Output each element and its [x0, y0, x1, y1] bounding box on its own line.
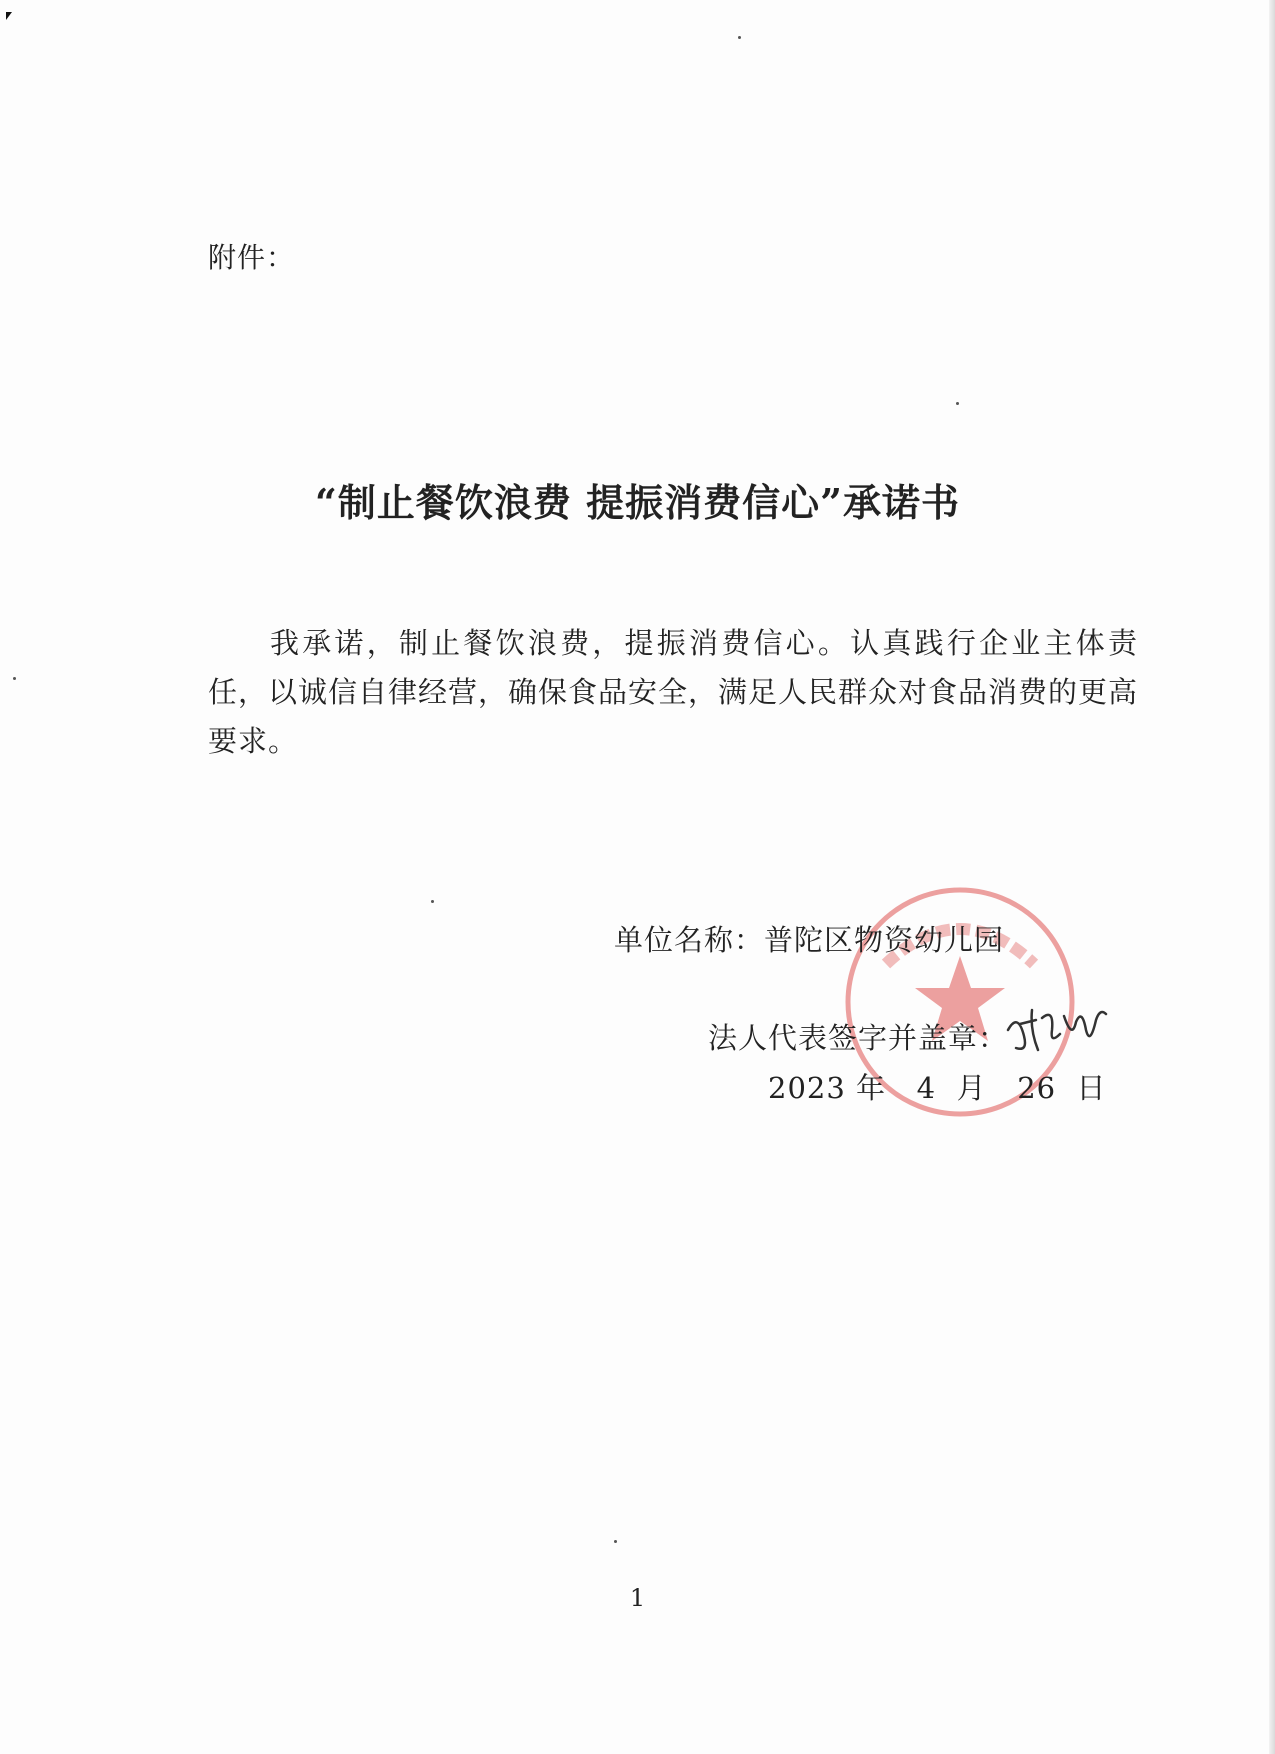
scan-speck — [431, 900, 434, 903]
attachment-label: 附件： — [208, 241, 296, 274]
scan-speck — [13, 677, 16, 680]
scan-speck — [956, 402, 959, 405]
scan-edge — [1269, 0, 1275, 1754]
unit-name-line: 单位名称：普陀区物资幼儿园 — [614, 923, 1005, 957]
scan-speck — [738, 36, 741, 39]
page-number: 1 — [629, 1584, 646, 1612]
legal-representative-signature-label: 法人代表签字并盖章： — [708, 1021, 1009, 1055]
scan-corner-mark — [6, 12, 12, 20]
pledge-body-text: 我承诺，制止餐饮浪费，提振消费信心。认真践行企业主体责任，以诚信自律经营，确保食品安全，满足人民群众对食品消费的更高要求。 — [208, 626, 1139, 758]
scan-speck — [614, 1540, 617, 1543]
date-line: 2023 年 4 月 26 日 — [768, 1071, 1107, 1105]
document-title: “制止餐饮浪费 提振消费信心”承诺书 — [315, 480, 960, 525]
handwritten-signature-icon — [1002, 1000, 1112, 1060]
